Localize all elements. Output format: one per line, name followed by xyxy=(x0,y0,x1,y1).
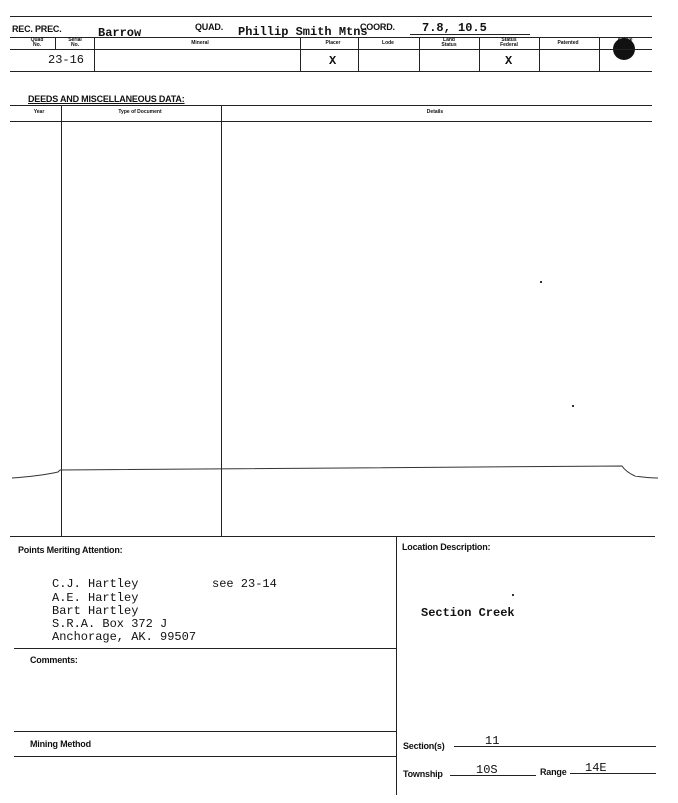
col-lode: Lode xyxy=(382,40,394,46)
quad-serial-value: 23-16 xyxy=(48,53,85,67)
section-label: Section(s) xyxy=(403,741,445,751)
coord-label: COORD. xyxy=(360,22,395,32)
col-placer: Placer xyxy=(325,40,341,46)
mining-top-rule xyxy=(14,731,396,732)
range-value: 14E xyxy=(585,761,607,775)
section-value: 11 xyxy=(485,734,500,748)
header-rule xyxy=(10,37,652,38)
sep-serial-mineral xyxy=(94,37,95,71)
township-label: Township xyxy=(403,769,443,779)
col-status-federal: Status Federal xyxy=(500,37,518,48)
speck-dot xyxy=(572,405,574,407)
federal-mark: X xyxy=(505,54,513,68)
points-label: Points Meriting Attention: xyxy=(18,545,123,555)
sep-land-federal xyxy=(479,37,480,71)
deeds-title: DEEDS AND MISCELLANEOUS DATA: xyxy=(28,94,185,104)
township-value: 10S xyxy=(476,763,498,777)
coord-value: 7.8, 10.5 xyxy=(422,21,487,35)
sep-lode-land xyxy=(419,37,420,71)
points-line: Anchorage, AK. 99507 xyxy=(52,630,197,644)
rec-prec-value: Barrow xyxy=(98,26,142,40)
speck-dot xyxy=(540,281,542,283)
subheader-rule xyxy=(10,49,652,50)
col-land-status: Land Status xyxy=(441,37,457,48)
mining-method-label: Mining Method xyxy=(30,739,91,749)
col-serial-no: Serial No. xyxy=(68,37,82,48)
deeds-header-rule xyxy=(10,121,652,122)
lower-center-divider xyxy=(396,537,397,795)
sep-quad-serial xyxy=(55,37,56,49)
comments-top-rule xyxy=(14,648,396,649)
deeds-top-rule xyxy=(10,105,652,106)
points-see-ref: see 23-14 xyxy=(212,577,277,591)
col-patented: Patented xyxy=(557,40,579,46)
speck-dot xyxy=(512,594,514,596)
location-label: Location Description: xyxy=(402,542,491,552)
mining-bottom-rule xyxy=(14,756,396,757)
deeds-col-year: Year xyxy=(33,109,45,115)
col-quad-no: Quad No. xyxy=(30,37,44,48)
section-underline xyxy=(454,746,656,747)
coord-underline xyxy=(410,34,530,35)
quad-value: Phillip Smith Mtns xyxy=(238,25,368,39)
top-rule xyxy=(10,16,652,17)
rec-prec-label: REC. PREC. xyxy=(12,24,62,34)
placer-mark: X xyxy=(329,54,337,68)
deeds-bottom-rule xyxy=(10,536,655,537)
col-mineral: Mineral xyxy=(191,40,209,46)
points-line: A.E. Hartley xyxy=(52,591,139,605)
township-underline xyxy=(450,775,536,776)
deeds-col-type: Type of Document xyxy=(118,109,162,115)
page-fold-line xyxy=(10,460,660,490)
points-line: Bart Hartley xyxy=(52,604,139,618)
record-rule xyxy=(10,71,652,72)
range-label: Range xyxy=(540,767,567,777)
sep-patented-active xyxy=(599,37,600,71)
comments-label: Comments: xyxy=(30,655,78,665)
sep-federal-patented xyxy=(539,37,540,71)
range-underline xyxy=(570,773,656,774)
points-line: S.R.A. Box 372 J xyxy=(52,617,168,631)
sep-placer-lode xyxy=(358,37,359,71)
deeds-col-details: Details xyxy=(426,109,444,115)
location-value: Section Creek xyxy=(421,606,515,620)
points-line: C.J. Hartley xyxy=(52,577,139,591)
quad-label: QUAD. xyxy=(195,22,223,32)
sep-mineral-placer xyxy=(300,37,301,71)
